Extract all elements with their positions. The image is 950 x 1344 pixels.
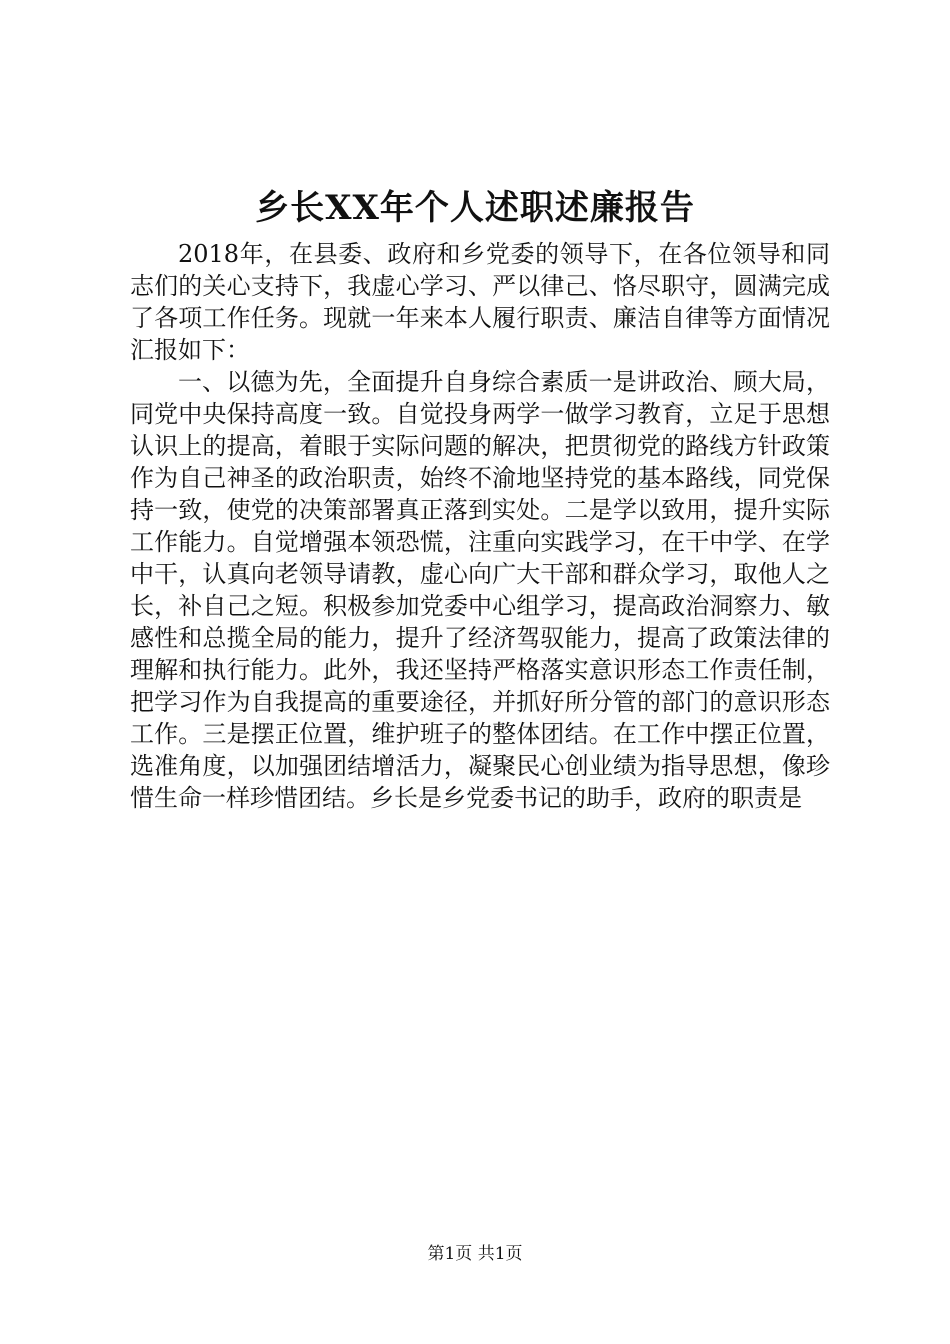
paragraph-intro: 2018年，在县委、政府和乡党委的领导下，在各位领导和同志们的关心支持下，我虚心学习、严以律己、恪尽职守，圆满完成了各项工作任务。现就一年来本人履行职责、廉洁自律等方面情况汇报如下： [130,240,830,364]
document-title: 乡长XX年个人述职述廉报告 [255,188,695,228]
paragraph-section-one: 一、以德为先，全面提升自身综合素质一是讲政治、顾大局，同党中央保持高度一致。自觉投身两学一做学习教育，立足于思想认识上的提高，着眼于实际问题的解决，把贯彻党的路线方针政策作为自己神圣的政治职责，始终不渝地坚持党的基本路线，同党保持一致，使党的决策部署真正落到实处。二是学以致用，提升实际工作能力。自觉增强本领恐慌，注重向实践学习，在干中学、在学中干，认真向老领导请教，虚心向广大干部和群众学习，取他人之长，补自己之短。积极参加党委中心组学习，提高政治洞察力、敏感性和总揽全局的能力，提升了经济驾驭能力，提高了政策法律的理解和执行能力。此外，我还坚持严格落实意识形态工作责任制，把学习作为自我提高的重要途径，并抓好所分管的部门的意识形态工作。三是摆正位置，维护班子的整体团结。在工作中摆正位置，选准角度，以加强团结增活力，凝聚民心创业绩为指导思想，像珍惜生命一样珍惜团结。乡长是乡党委书记的助手，政府的职责是 [130,368,830,812]
document-body [130,238,830,814]
page-footer: 第1页 共1页 [427,1244,523,1264]
